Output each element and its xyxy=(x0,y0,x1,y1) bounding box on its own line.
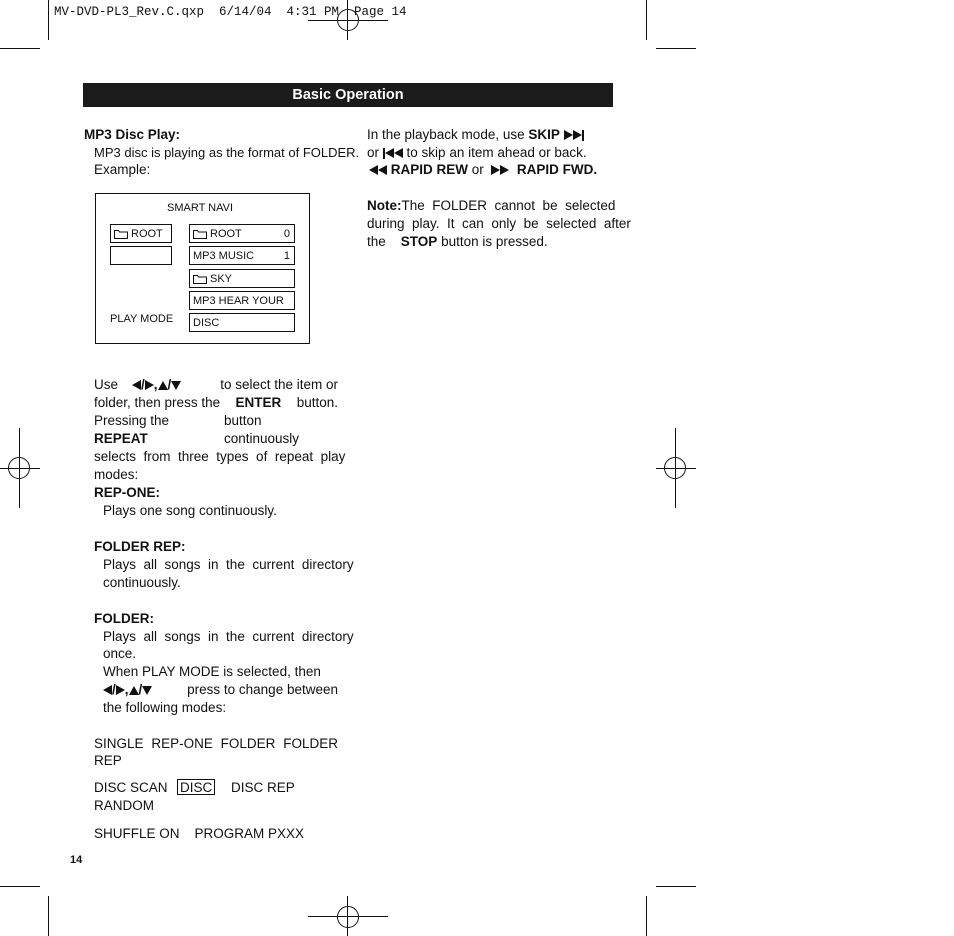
use-pre: Use xyxy=(94,377,119,392)
crop-mark-tr-v xyxy=(646,0,647,40)
section-banner: Basic Operation xyxy=(83,83,613,107)
navi-left-empty[interactable] xyxy=(110,246,172,265)
print-header: MV-DVD-PL3_Rev.C.qxp 6/14/04 4:31 PM Page 14 xyxy=(54,5,407,19)
note-line3: the STOP button is pressed. xyxy=(367,234,548,249)
folder-icon xyxy=(193,229,207,239)
enter-key: ENTER xyxy=(235,395,282,410)
arrow-keys-icons: / , / xyxy=(132,376,181,394)
note-line1: Note: The FOLDER cannot be selected xyxy=(367,198,616,213)
down-arrow-icon xyxy=(171,381,181,390)
play-mode-label: PLAY MODE xyxy=(110,313,174,325)
navi-left-root[interactable] xyxy=(110,224,172,243)
rep-one-title: REP-ONE: xyxy=(94,485,161,500)
use-post1: to select the item or xyxy=(220,377,338,392)
crop-mark-tl-v xyxy=(48,0,49,40)
page-number: 14 xyxy=(70,854,83,866)
skip-key: SKIP xyxy=(528,127,560,142)
left-arrow-icon xyxy=(132,380,141,390)
arrow-keys-icons: / , / xyxy=(103,681,152,699)
crop-mark-bl-v xyxy=(48,896,49,936)
right-arrow-icon xyxy=(145,380,154,390)
navi-item-root[interactable] xyxy=(189,224,295,243)
modes-row2d: RANDOM xyxy=(94,798,154,813)
crop-mark-br-v xyxy=(646,896,647,936)
mode-disc-selected[interactable]: DISC xyxy=(177,779,215,795)
navi-item-label: ROOT xyxy=(210,227,242,240)
modes-row2c: DISC REP xyxy=(231,780,295,795)
folder-rep-line1: Plays all songs in the current directory xyxy=(103,557,354,572)
smart-navi-panel xyxy=(95,193,310,344)
folder-icon xyxy=(193,274,207,284)
navi-item-label: MP3 MUSIC xyxy=(193,249,255,262)
right-line3: RAPID REW or RAPID FWD. xyxy=(369,161,597,179)
folder-icon xyxy=(114,229,128,239)
up-arrow-icon xyxy=(129,686,139,695)
right-line2: or to skip an item ahead or back. xyxy=(367,145,587,160)
crop-mark-br-h xyxy=(656,886,696,887)
use-paragraph: Use / , / to select the item or folder, then press the ENTER button. Pressing the REPEAT button continuously selects from three types of repeat play modes: xyxy=(94,377,346,482)
crop-mark-bl-h xyxy=(0,886,40,887)
folder-line5: the following modes: xyxy=(103,700,227,715)
fast-forward-icon xyxy=(491,161,509,179)
folder-rep-line2: continuously. xyxy=(103,575,181,590)
navi-item-number: 0 xyxy=(283,227,290,240)
up-arrow-icon xyxy=(158,381,168,390)
right-arrow-icon xyxy=(116,685,125,695)
folder-line3: When PLAY MODE is selected, then xyxy=(103,664,321,679)
right-line1: In the playback mode, use SKIP xyxy=(367,126,584,144)
navi-item-sky[interactable] xyxy=(189,269,295,288)
rapid-rew-key: RAPID REW xyxy=(390,162,469,177)
navi-item-mp3-music[interactable] xyxy=(189,246,295,265)
modes-row3: SHUFFLE ON PROGRAM PXXX xyxy=(94,826,305,841)
modes-row1b: REP xyxy=(94,753,122,768)
navi-item-number: 1 xyxy=(283,249,290,262)
navi-item-label: DISC xyxy=(193,316,220,329)
skip-prev-icon xyxy=(383,144,403,162)
rapid-fwd-key: RAPID FWD. xyxy=(516,162,598,177)
left-arrow-icon xyxy=(103,685,112,695)
smart-navi-title: SMART NAVI xyxy=(167,202,234,214)
folder-rep-title: FOLDER REP: xyxy=(94,539,186,554)
note-label: Note: xyxy=(367,198,402,213)
folder-line4: / , / press to change between xyxy=(103,681,338,699)
folder-title: FOLDER: xyxy=(94,611,154,626)
navi-left-root-label: ROOT xyxy=(131,227,163,240)
mp3-title: MP3 Disc Play: xyxy=(84,127,181,142)
rewind-icon xyxy=(369,161,387,179)
stop-key: STOP xyxy=(400,234,438,249)
note-line2: during play. It can only be selected after xyxy=(367,216,631,231)
down-arrow-icon xyxy=(142,686,152,695)
crop-mark-tl-h xyxy=(0,48,40,49)
navi-item-label: MP3 HEAR YOUR xyxy=(193,294,284,307)
repeat-key: REPEAT xyxy=(94,431,148,446)
navi-item-mp3-hear-your[interactable] xyxy=(189,291,295,310)
navi-item-disc[interactable] xyxy=(189,313,295,332)
folder-line2: once. xyxy=(103,646,137,661)
folder-line1: Plays all songs in the current directory xyxy=(103,629,354,644)
crop-mark-tr-h xyxy=(656,48,696,49)
rep-one-text: Plays one song continuously. xyxy=(103,503,277,518)
navi-item-label: SKY xyxy=(210,272,233,285)
mp3-line1: MP3 disc is playing as the format of FOLDER. xyxy=(94,145,360,160)
modes-row2a: DISC SCAN xyxy=(94,780,168,795)
modes-row1: SINGLE REP-ONE FOLDER FOLDER xyxy=(94,736,338,751)
mp3-line2: Example: xyxy=(94,162,151,177)
skip-next-icon xyxy=(564,126,584,144)
